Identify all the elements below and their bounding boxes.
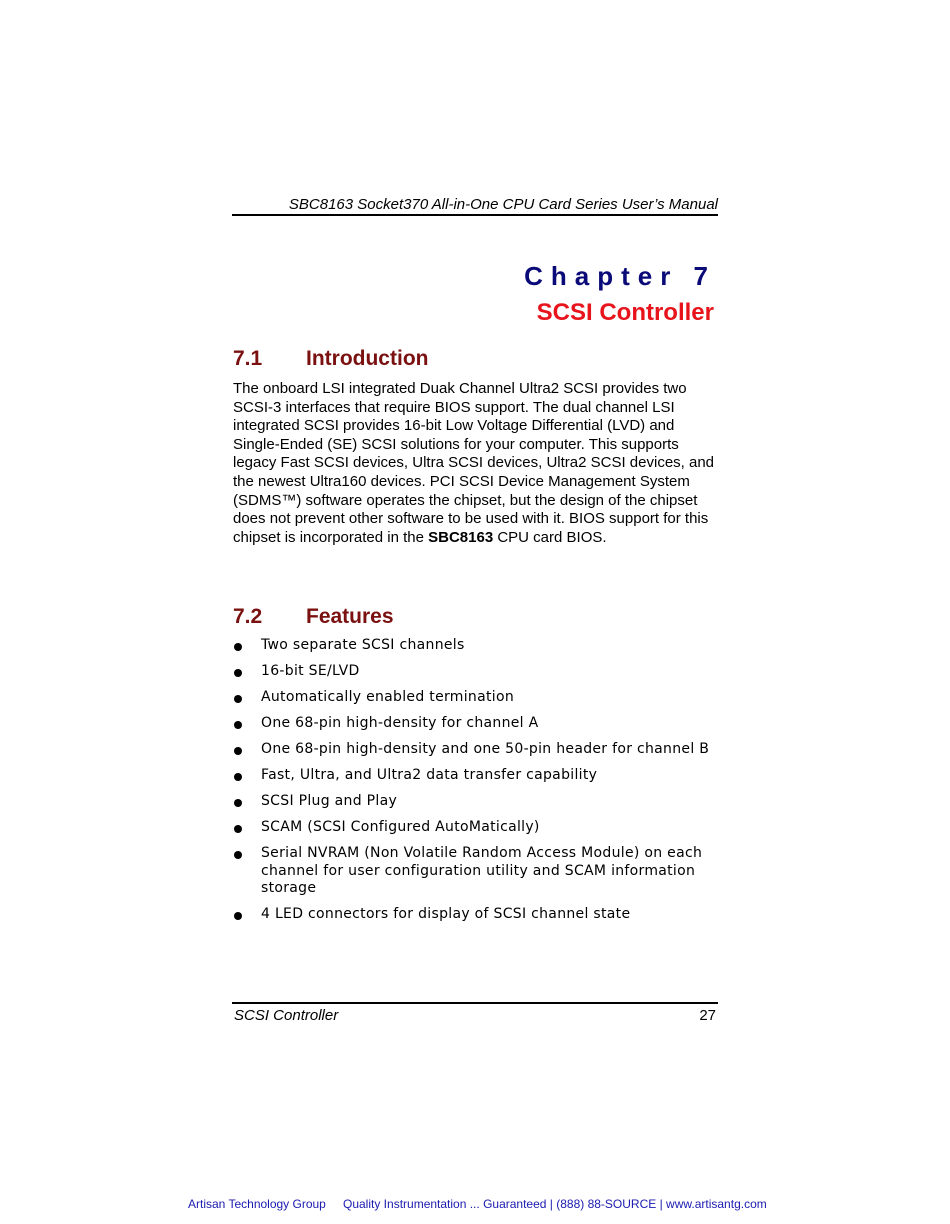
running-header-title: SBC8163 Socket370 All-in-One CPU Card Series User’s Manual bbox=[288, 196, 718, 213]
list-item: Fast, Ultra, and Ultra2 data transfer capability bbox=[233, 767, 719, 785]
section-heading-features bbox=[233, 604, 394, 630]
section-title: Features bbox=[306, 605, 394, 628]
list-item: Serial NVRAM (Non Volatile Random Access Module) on each channel for user configuration utility and SCAM information storage bbox=[233, 845, 719, 898]
list-item: SCSI Plug and Play bbox=[233, 793, 719, 811]
bullet-icon bbox=[234, 747, 242, 755]
watermark-banner bbox=[0, 1196, 950, 1224]
header-rule bbox=[232, 214, 718, 216]
features-list bbox=[233, 637, 719, 932]
page-number: 27 bbox=[699, 1007, 716, 1024]
bullet-icon bbox=[234, 773, 242, 781]
list-item: Two separate SCSI channels bbox=[233, 637, 719, 655]
intro-text: The onboard LSI integrated Duak Channel Ultra2 SCSI provides two SCSI-3 interfaces that require BIOS support. The dual channel LSI integrated SCSI provides 16-bit Low Voltage Differential (LVD) and Single-Ended (SE) SCSI solutions for your computer. This supports legacy Fast SCSI devices, Ultra SCSI devices, Ultra2 SCSI devices, and the newest Ultra160 devices. PCI SCSI Device Management System (SDMS™) software operates the chipset, but the design of the chipset does not prevent other software to be used with it. BIOS support for this chipset is incorporated in the bbox=[233, 380, 715, 546]
list-item: One 68-pin high-density and one 50-pin header for channel B bbox=[233, 741, 719, 759]
list-item: Automatically enabled termination bbox=[233, 689, 719, 707]
bullet-icon bbox=[234, 695, 242, 703]
watermark-link[interactable]: Quality Instrumentation ... Guaranteed | (888) 88-SOURCE | www.artisantg.com bbox=[343, 1197, 767, 1211]
section-number: 7.2 bbox=[233, 605, 263, 628]
bullet-icon bbox=[234, 721, 242, 729]
section-heading-introduction bbox=[233, 346, 428, 372]
intro-paragraph bbox=[233, 380, 719, 547]
list-item: One 68-pin high-density for channel A bbox=[233, 715, 719, 733]
list-item: SCAM (SCSI Configured AutoMatically) bbox=[233, 819, 719, 837]
section-number: 7.1 bbox=[233, 347, 263, 370]
bullet-icon bbox=[234, 799, 242, 807]
list-item: 16-bit SE/LVD bbox=[233, 663, 719, 681]
bullet-icon bbox=[234, 825, 242, 833]
bullet-icon bbox=[234, 643, 242, 651]
chapter-number: Chapter 7 bbox=[524, 261, 716, 291]
list-item: 4 LED connectors for display of SCSI channel state bbox=[233, 906, 719, 924]
intro-text-end: CPU card BIOS. bbox=[493, 528, 607, 546]
bullet-icon bbox=[234, 912, 242, 920]
bullet-icon bbox=[234, 851, 242, 859]
chapter-title: SCSI Controller bbox=[536, 299, 714, 326]
watermark-group: Artisan Technology Group bbox=[188, 1197, 326, 1211]
section-title: Introduction bbox=[306, 347, 429, 370]
footer-rule bbox=[232, 1002, 718, 1004]
intro-bold-model: SBC8163 bbox=[428, 528, 494, 546]
footer-section-name: SCSI Controller bbox=[234, 1007, 339, 1024]
bullet-icon bbox=[234, 669, 242, 677]
